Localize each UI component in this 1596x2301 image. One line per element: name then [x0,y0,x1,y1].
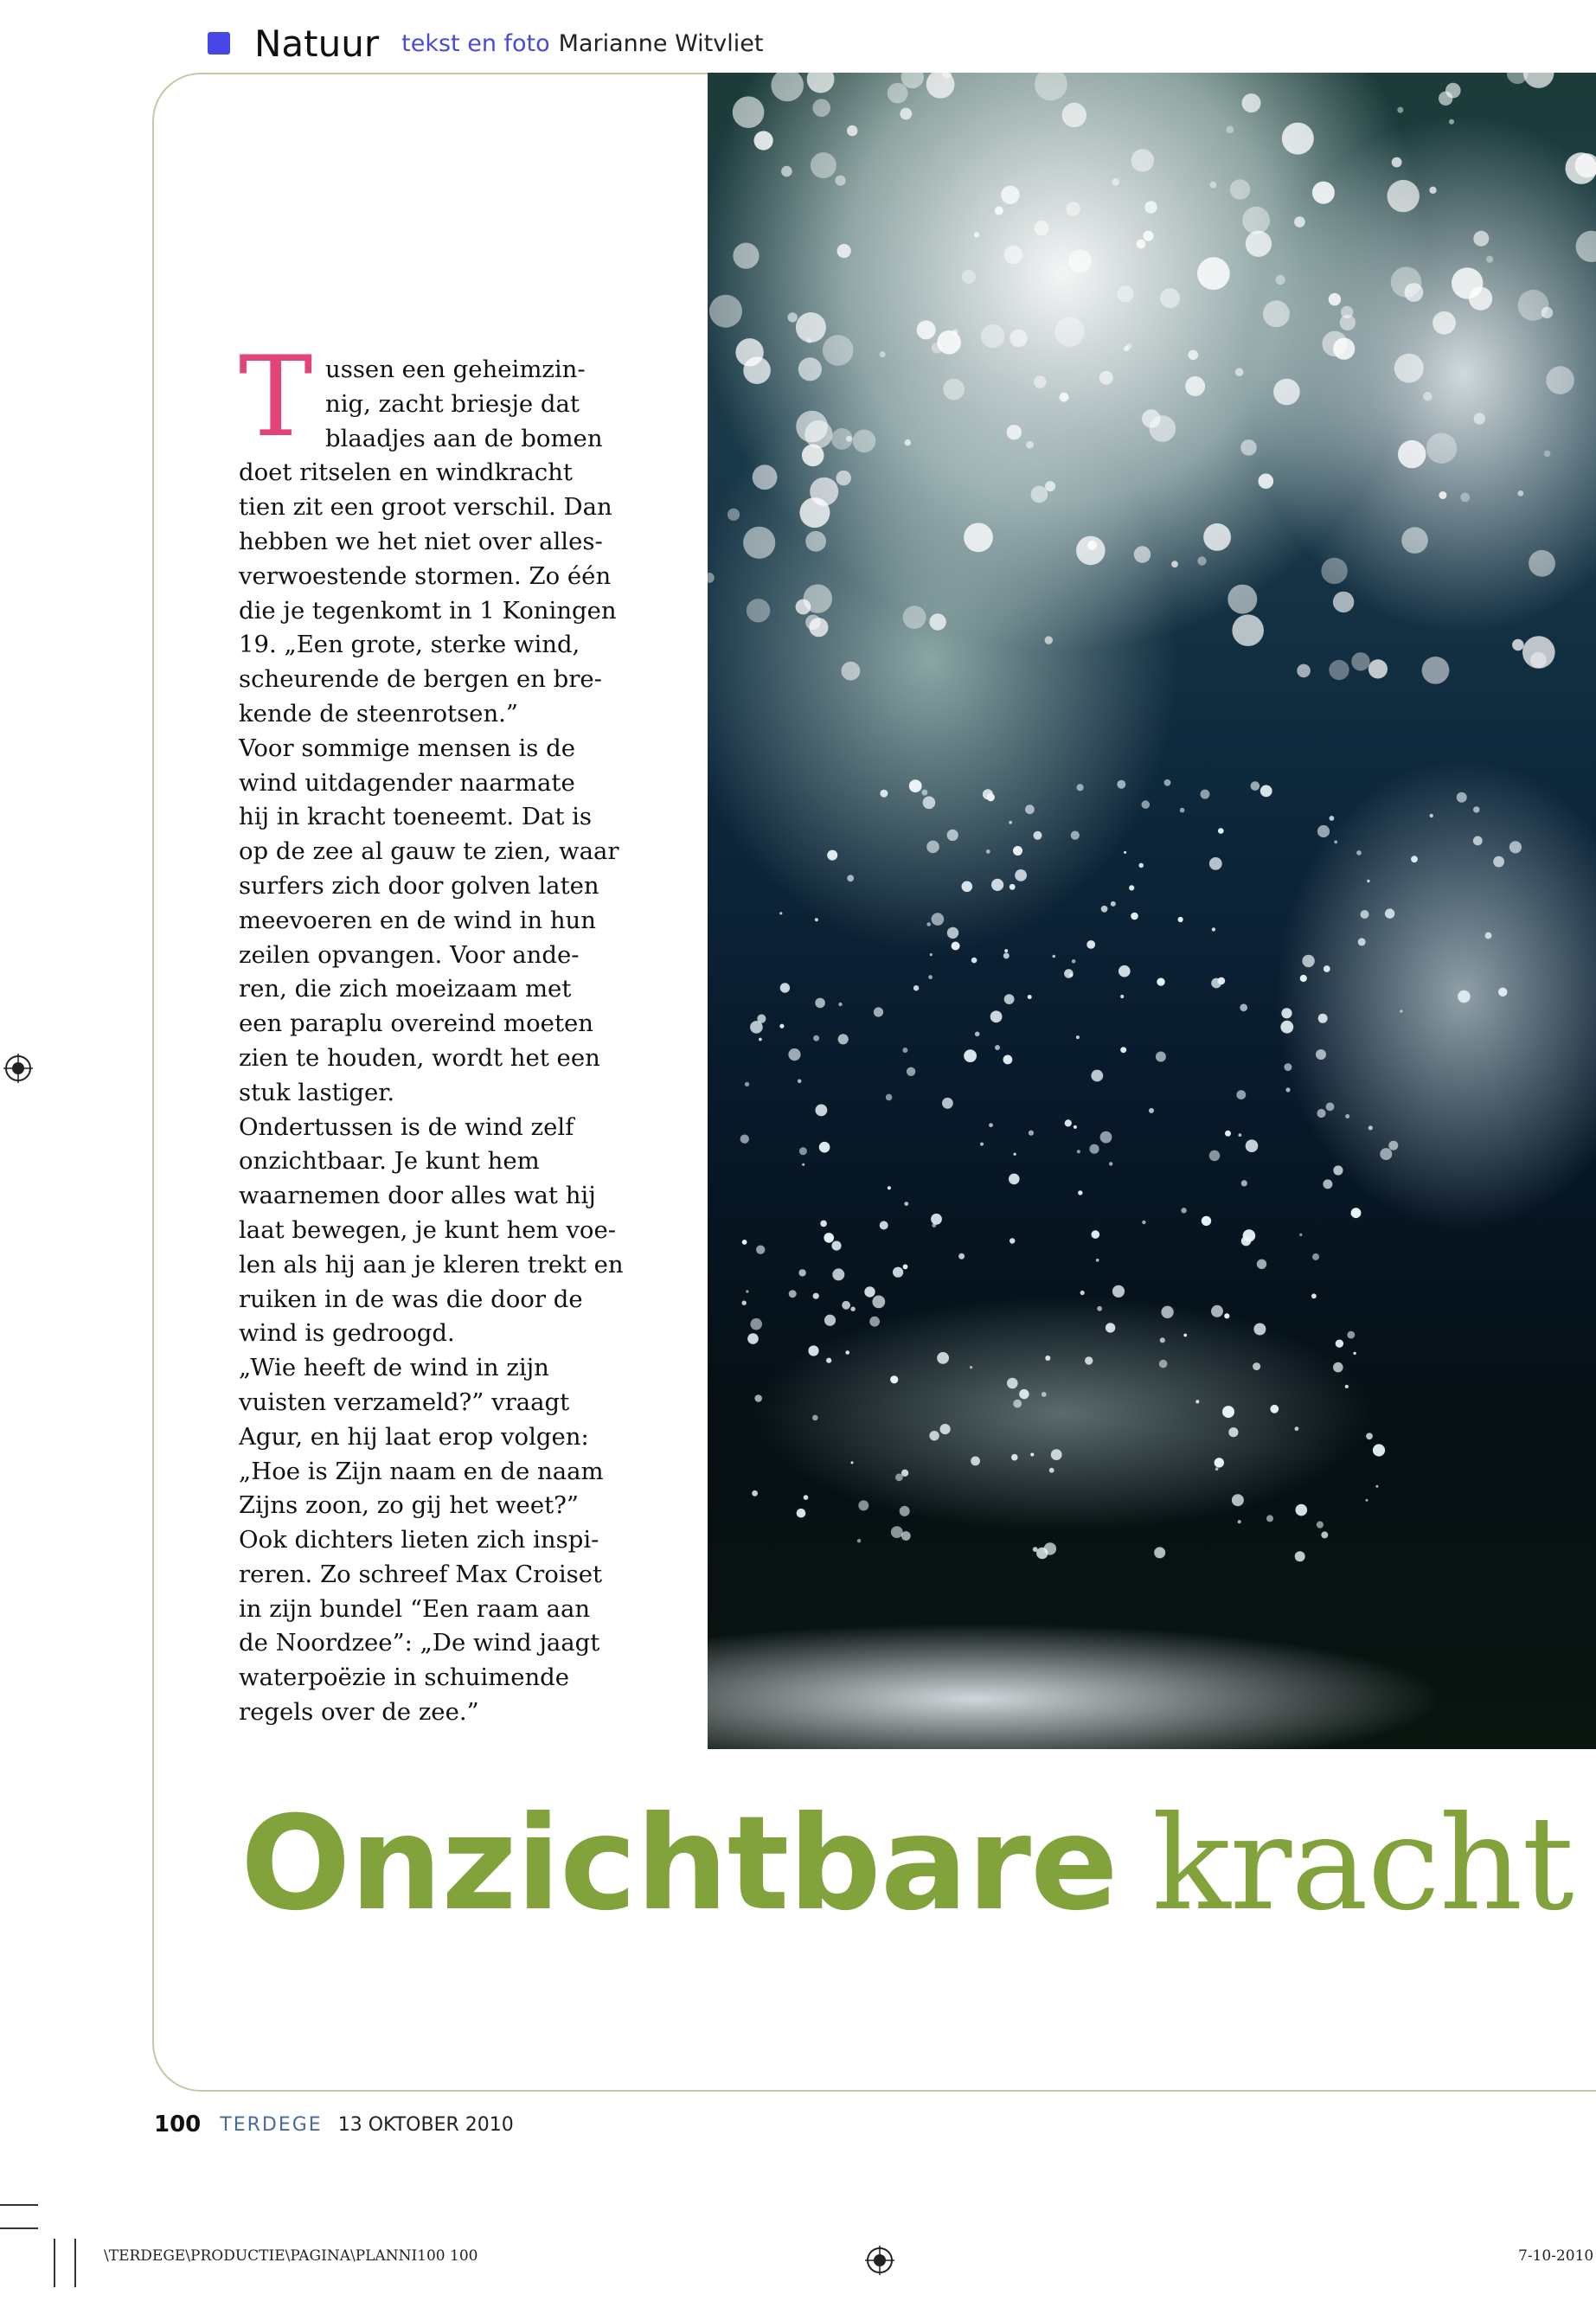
credit-label: tekst en foto [401,29,550,57]
article-line: blaadjes aan de bomen [325,424,603,452]
article-line: verwoestende stormen. Zo één [239,561,612,590]
crop-mark [74,2239,76,2287]
drop-cap: T [239,333,313,462]
magazine-name: TERDEGE [220,2113,323,2136]
page-footer [154,2107,514,2142]
article-line: Voor sommige mensen is de [239,734,576,762]
article-line: stuk lastiger. [239,1078,395,1106]
article-line: vuisten verzameld?” vraagt [239,1388,570,1416]
article-line: reren. Zo schreef Max Croiset [239,1560,603,1588]
article-line: zeilen opvangen. Voor ande- [239,940,580,969]
article-line: waarnemen door alles wat hij [239,1182,596,1210]
article-line: de Noordzee”: „De wind jaagt [239,1629,600,1657]
article-line: wind is gedroogd. [239,1319,455,1348]
issue-date: 13 OKTOBER 2010 [337,2113,514,2136]
article-line: ruiken in de was die door de [239,1285,583,1313]
article-line: in zijn bundel “Een raam aan [239,1594,591,1623]
article-line: Agur, en hij laat erop volgen: [239,1422,589,1451]
page-number: 100 [154,2112,202,2138]
article-line: surfers zich door golven laten [239,871,599,900]
article-line: „Hoe is Zijn naam en de naam [239,1457,604,1485]
article-line: zien te houden, wordt het een [239,1043,600,1072]
article-line: die je tegenkomt in 1 Koningen [239,596,617,625]
article-line: ussen een geheimzin- [325,356,586,383]
article-line: een paraplu overeind moeten [239,1009,593,1038]
article-line: doet ritselen en windkracht [239,458,573,487]
article-line: wind uitdagender naarmate [239,768,575,797]
article-line: hij in kracht toeneemt. Dat is [239,803,593,831]
title-bold: Onzichtbare [240,1789,1118,1939]
wave-photo [708,73,1596,1749]
article-line: onzichtbaar. Je kunt hem [239,1147,540,1176]
article-line: 19. „Een grote, sterke wind, [239,631,580,659]
slug-date: 7-10-2010 [1518,2247,1594,2265]
article-line: ren, die zich moeizaam met [239,975,572,1003]
registration-mark-icon [3,1054,33,1083]
section-header [208,19,763,67]
article-line: „Wie heeft de wind in zijn [239,1354,549,1382]
article-line: nig, zacht briesje dat [325,389,580,418]
article-line: regels over de zee.” [239,1698,479,1727]
article-line: hebben we het niet over alles- [239,527,603,555]
article-line: Zijns zoon, zo gij het weet?” [239,1491,579,1520]
article-line: waterpoëzie in schuimende [239,1663,570,1692]
article-line: meevoeren en de wind in hun [239,906,596,934]
crop-mark [0,2227,38,2229]
article-line: Ook dichters lieten zich inspi- [239,1526,599,1554]
article-line: Ondertussen is de wind zelf [239,1112,574,1141]
article-line: laat bewegen, je kunt hem voe- [239,1215,617,1244]
article-line: len als hij aan je kleren trekt en [239,1250,624,1279]
article-line: tien zit een groot verschil. Dan [239,493,612,522]
slug-path: \TERDEGE\PRODUCTIE\PAGINA\PLANNI100 100 [104,2247,478,2265]
crop-mark [0,2204,38,2206]
article-line: kende de steenrotsen.” [239,699,518,727]
section-marker-icon [208,32,230,54]
registration-mark-icon [865,2246,894,2275]
article-line: scheurende de bergen en bre- [239,665,602,694]
article-line: op de zee al gauw te zien, waar [239,837,619,866]
section-title: Natuur [254,22,380,65]
crop-mark [54,2239,55,2287]
water-spray [708,73,1596,1749]
author-name: Marianne Witvliet [558,29,764,57]
title-light: kracht [1151,1789,1574,1939]
article-title [240,1789,1574,1945]
article-body [239,353,624,1730]
